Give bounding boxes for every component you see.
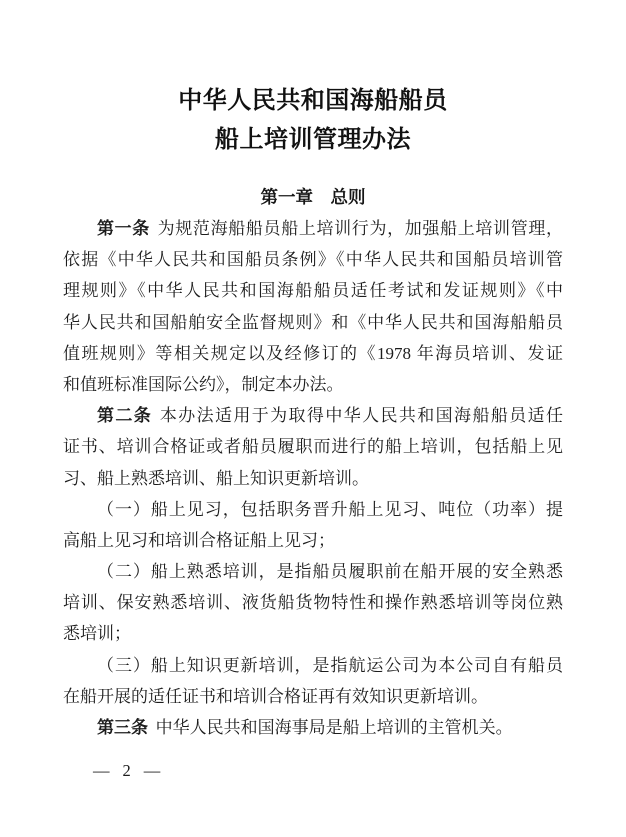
body-line: 华人民共和国船舶安全监督规则》和《中华人民共和国海船船员 xyxy=(63,312,563,332)
footer-left-dash: — xyxy=(93,761,110,780)
body-line: 和值班标准国际公约》，制定本办法。 xyxy=(63,374,344,394)
body-line: （三）船上知识更新培训，是指航运公司为本公司自有船员 xyxy=(97,655,563,675)
page-number: 2 xyxy=(122,761,131,780)
body-line: 第三条 中华人民共和国海事局是船上培训的主管机关。 xyxy=(97,718,513,737)
body-line: 依据《中华人民共和国船员条例》《中华人民共和国船员培训管 xyxy=(63,250,563,270)
footer-right-dash: — xyxy=(143,761,161,780)
article-number-label: 第二条 xyxy=(97,406,153,426)
body-line: 培训、保安熟悉培训、液货船货物特性和操作熟悉培训等岗位熟 xyxy=(63,593,563,613)
body-line: 第一条 为规范海船船员船上培训行为，加强船上培训管理， xyxy=(97,219,564,238)
body-line: 在船开展的适任证书和培训合格证再有效知识更新培训。 xyxy=(63,686,488,706)
chapter-heading: 第一章 总则 xyxy=(260,187,366,207)
body-line: （一）船上见习，包括职务晋升船上见习、吨位（功率）提 xyxy=(97,499,563,519)
body-line: 理规则》《中华人民共和国海船船员适任考试和发证规则》《中 xyxy=(63,281,563,301)
body-line: 习、船上熟悉培训、船上知识更新培训。 xyxy=(63,468,369,488)
body-line: 悉培训； xyxy=(63,624,131,644)
document-title xyxy=(0,0,626,160)
body-line: 证书、培训合格证或者船员履职而进行的船上培训，包括船上见 xyxy=(63,437,563,457)
body-line: 第二条 本办法适用于为取得中华人民共和国海船船员适任 xyxy=(97,406,564,426)
document-body xyxy=(63,213,563,743)
page-footer xyxy=(93,761,160,781)
body-line: 高船上见习和培训合格证船上见习； xyxy=(63,530,335,550)
document-title-line-2: 船上培训管理办法 xyxy=(215,127,411,153)
body-line: （二）船上熟悉培训，是指船员履职前在船开展的安全熟悉 xyxy=(97,562,563,582)
article-number-label: 第三条 xyxy=(97,718,148,737)
document-title-line-1: 中华人民共和国海船船员 xyxy=(178,88,448,114)
article-number-label: 第一条 xyxy=(97,219,150,238)
body-line: 值班规则》等相关规定以及经修订的《1978 年海员培训、发证 xyxy=(63,343,563,363)
